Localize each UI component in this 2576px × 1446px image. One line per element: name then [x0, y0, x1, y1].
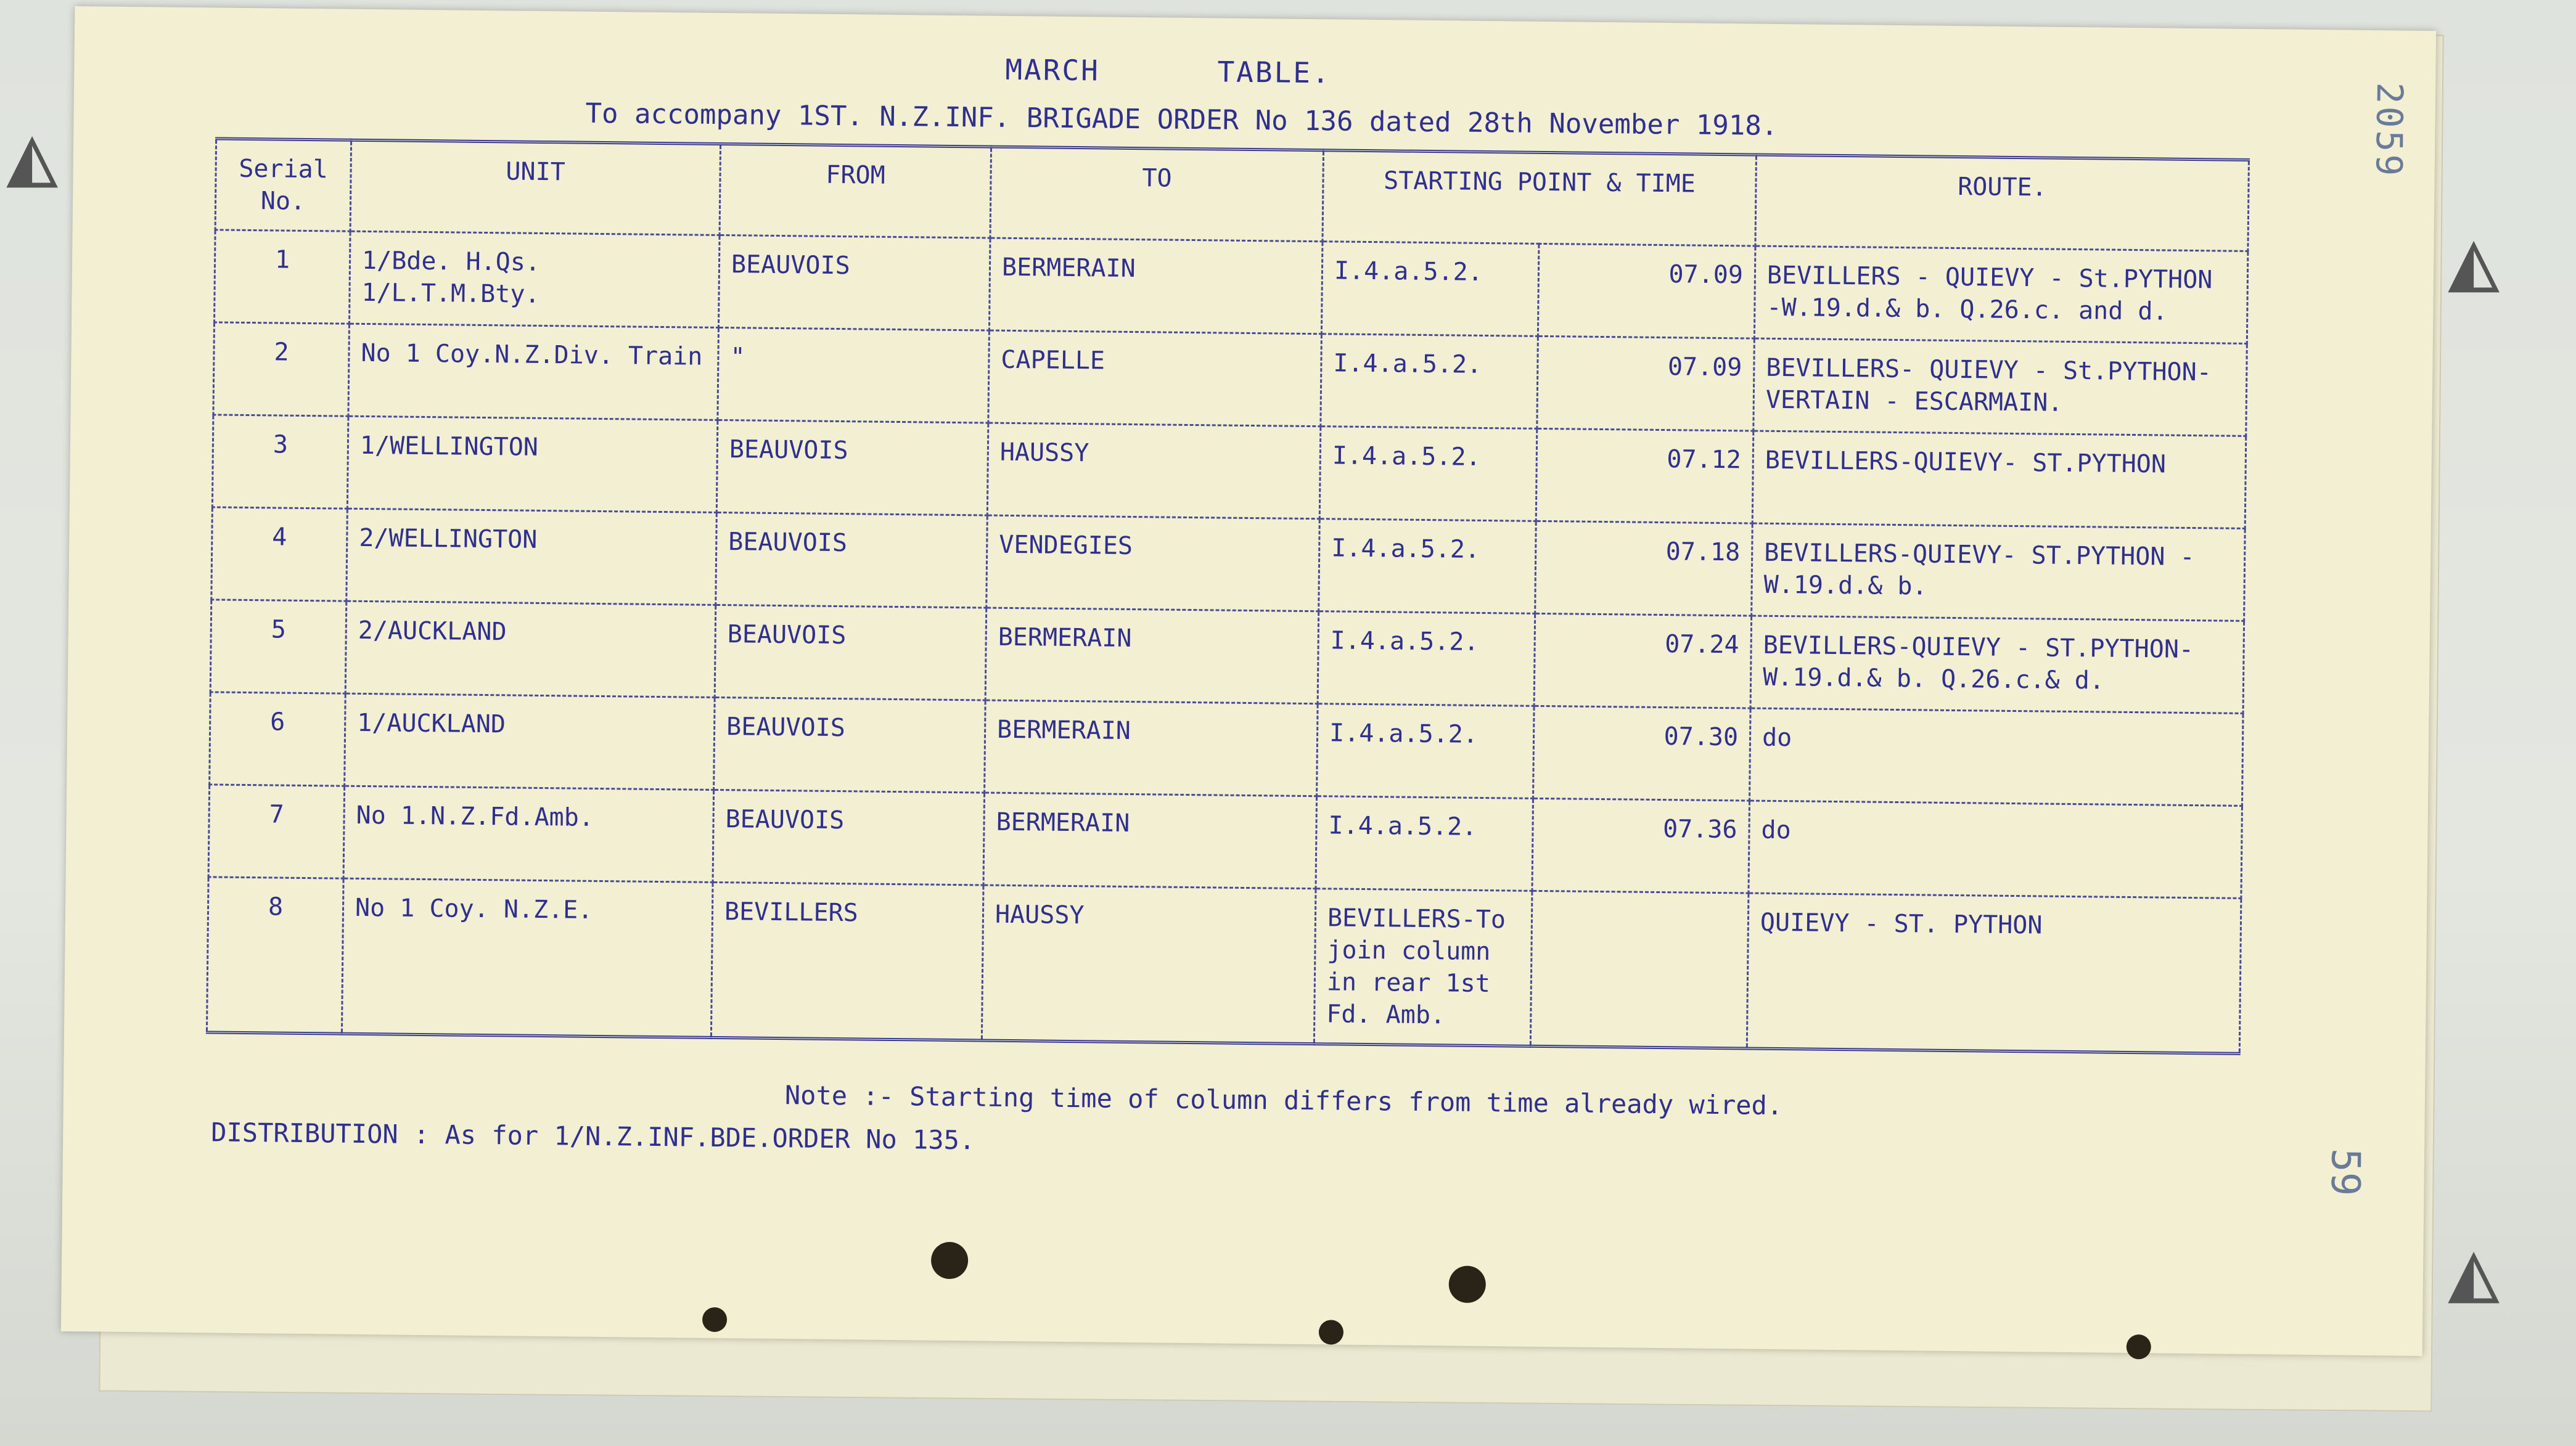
- row-starting-point: I.4.a.5.2.: [1317, 704, 1535, 799]
- row-starting-time: 07.12: [1536, 428, 1754, 523]
- header-serial: Serial No.: [215, 139, 351, 231]
- row-starting-point: BEVILLERS-To join column in rear 1st Fd. Amb.: [1314, 889, 1532, 1047]
- row-from: BEVILLERS: [711, 882, 983, 1040]
- archive-stamp-number: 2059: [2368, 82, 2411, 179]
- punch-hole: [931, 1242, 969, 1280]
- row-to: BERMERAIN: [983, 793, 1317, 889]
- row-from: BEAUVOIS: [716, 512, 988, 608]
- document-subtitle: To accompany 1ST. N.Z.INF. BRIGADE ORDER No 136 dated 28th November 1918.: [585, 97, 1778, 142]
- row-unit: 1/Bde. H.Qs. 1/L.T.M.Bty.: [349, 231, 720, 327]
- page-number: 59: [2321, 1148, 2368, 1196]
- row-from: BEAUVOIS: [715, 605, 987, 700]
- row-unit: No 1.N.Z.Fd.Amb.: [343, 786, 714, 882]
- row-serial: 7: [208, 785, 345, 878]
- document-title: MARCH TABLE.: [1005, 52, 1331, 90]
- document-page: [61, 6, 2436, 1356]
- punch-hole: [702, 1307, 727, 1332]
- row-unit: 1/WELLINGTON: [347, 416, 718, 512]
- pencil-sketch-icon: ◭: [2448, 210, 2500, 310]
- row-serial: 2: [213, 322, 350, 416]
- footnote: Note :- Starting time of column differs from time already wired.: [784, 1080, 1783, 1121]
- row-route: do: [1749, 801, 2242, 898]
- row-starting-point: I.4.a.5.2.: [1319, 519, 1536, 614]
- row-route: QUIEVY - ST. PYTHON: [1747, 893, 2241, 1053]
- row-starting-time: 07.09: [1537, 336, 1755, 431]
- row-starting-time: 07.36: [1532, 798, 1750, 893]
- punch-hole: [2127, 1334, 2151, 1359]
- row-to: VENDEGIES: [987, 515, 1320, 611]
- row-to: BERMERAIN: [989, 238, 1323, 334]
- row-serial: 1: [215, 230, 351, 324]
- row-starting-time: [1530, 891, 1749, 1048]
- header-starting-point: STARTING POINT & TIME: [1323, 150, 1757, 246]
- header-from: FROM: [720, 144, 991, 238]
- punch-hole: [1319, 1320, 1343, 1344]
- row-unit: No 1 Coy. N.Z.E.: [342, 878, 713, 1037]
- row-serial: 8: [207, 877, 343, 1034]
- march-table: [206, 137, 2250, 1055]
- row-route: BEVILLERS-QUIEVY- ST.PYTHON -W.19.d.& b.: [1752, 523, 2246, 621]
- pencil-sketch-icon: ◭: [2448, 1220, 2500, 1321]
- pencil-sketch-icon: ◭: [6, 105, 59, 205]
- row-route: do: [1750, 708, 2244, 806]
- row-to: HAUSSY: [987, 423, 1321, 519]
- row-to: BERMERAIN: [985, 700, 1318, 796]
- header-route: ROUTE.: [1755, 155, 2249, 251]
- row-route: BEVILLERS- QUIEVY - St.PYTHON-VERTAIN - ESCARMAIN.: [1754, 338, 2247, 436]
- row-unit: No 1 Coy.N.Z.Div. Train: [348, 324, 719, 420]
- row-from: ": [718, 327, 990, 423]
- row-unit: 1/AUCKLAND: [345, 693, 715, 790]
- row-to: HAUSSY: [982, 885, 1316, 1044]
- row-to: CAPELLE: [988, 330, 1322, 427]
- row-starting-point: I.4.a.5.2.: [1318, 611, 1535, 706]
- header-to: TO: [990, 147, 1324, 242]
- row-starting-point: I.4.a.5.2.: [1319, 427, 1537, 521]
- row-serial: 5: [210, 600, 347, 693]
- row-starting-time: 07.09: [1538, 243, 1755, 338]
- row-route: BEVILLERS-QUIEVY - ST.PYTHON- W.19.d.& b. Q.26.c.& d.: [1750, 616, 2244, 713]
- row-serial: 3: [212, 415, 348, 509]
- row-serial: 6: [210, 692, 346, 786]
- row-serial: 4: [211, 507, 348, 601]
- row-from: BEAUVOIS: [718, 235, 990, 330]
- table-row: [207, 877, 2241, 1054]
- row-starting-point: I.4.a.5.2.: [1321, 242, 1539, 337]
- header-unit: UNIT: [350, 140, 721, 235]
- row-starting-point: I.4.a.5.2.: [1316, 796, 1533, 891]
- row-starting-point: I.4.a.5.2.: [1321, 334, 1538, 429]
- row-starting-time: 07.18: [1535, 521, 1753, 616]
- row-route: BEVILLERS - QUIEVY - St.PYTHON -W.19.d.& b. Q.26.c. and d.: [1754, 246, 2248, 343]
- row-unit: 2/AUCKLAND: [345, 601, 716, 697]
- distribution-line: DISTRIBUTION : As for 1/N.Z.INF.BDE.ORDER No 135.: [210, 1117, 975, 1156]
- row-starting-time: 07.30: [1533, 706, 1751, 801]
- row-from: BEAUVOIS: [714, 697, 986, 793]
- row-starting-time: 07.24: [1534, 613, 1752, 708]
- row-unit: 2/WELLINGTON: [347, 509, 717, 605]
- row-route: BEVILLERS-QUIEVY- ST.PYTHON: [1752, 431, 2246, 528]
- row-from: BEAUVOIS: [713, 790, 985, 885]
- row-from: BEAUVOIS: [716, 420, 988, 515]
- row-to: BERMERAIN: [985, 608, 1319, 704]
- punch-hole: [1448, 1265, 1486, 1303]
